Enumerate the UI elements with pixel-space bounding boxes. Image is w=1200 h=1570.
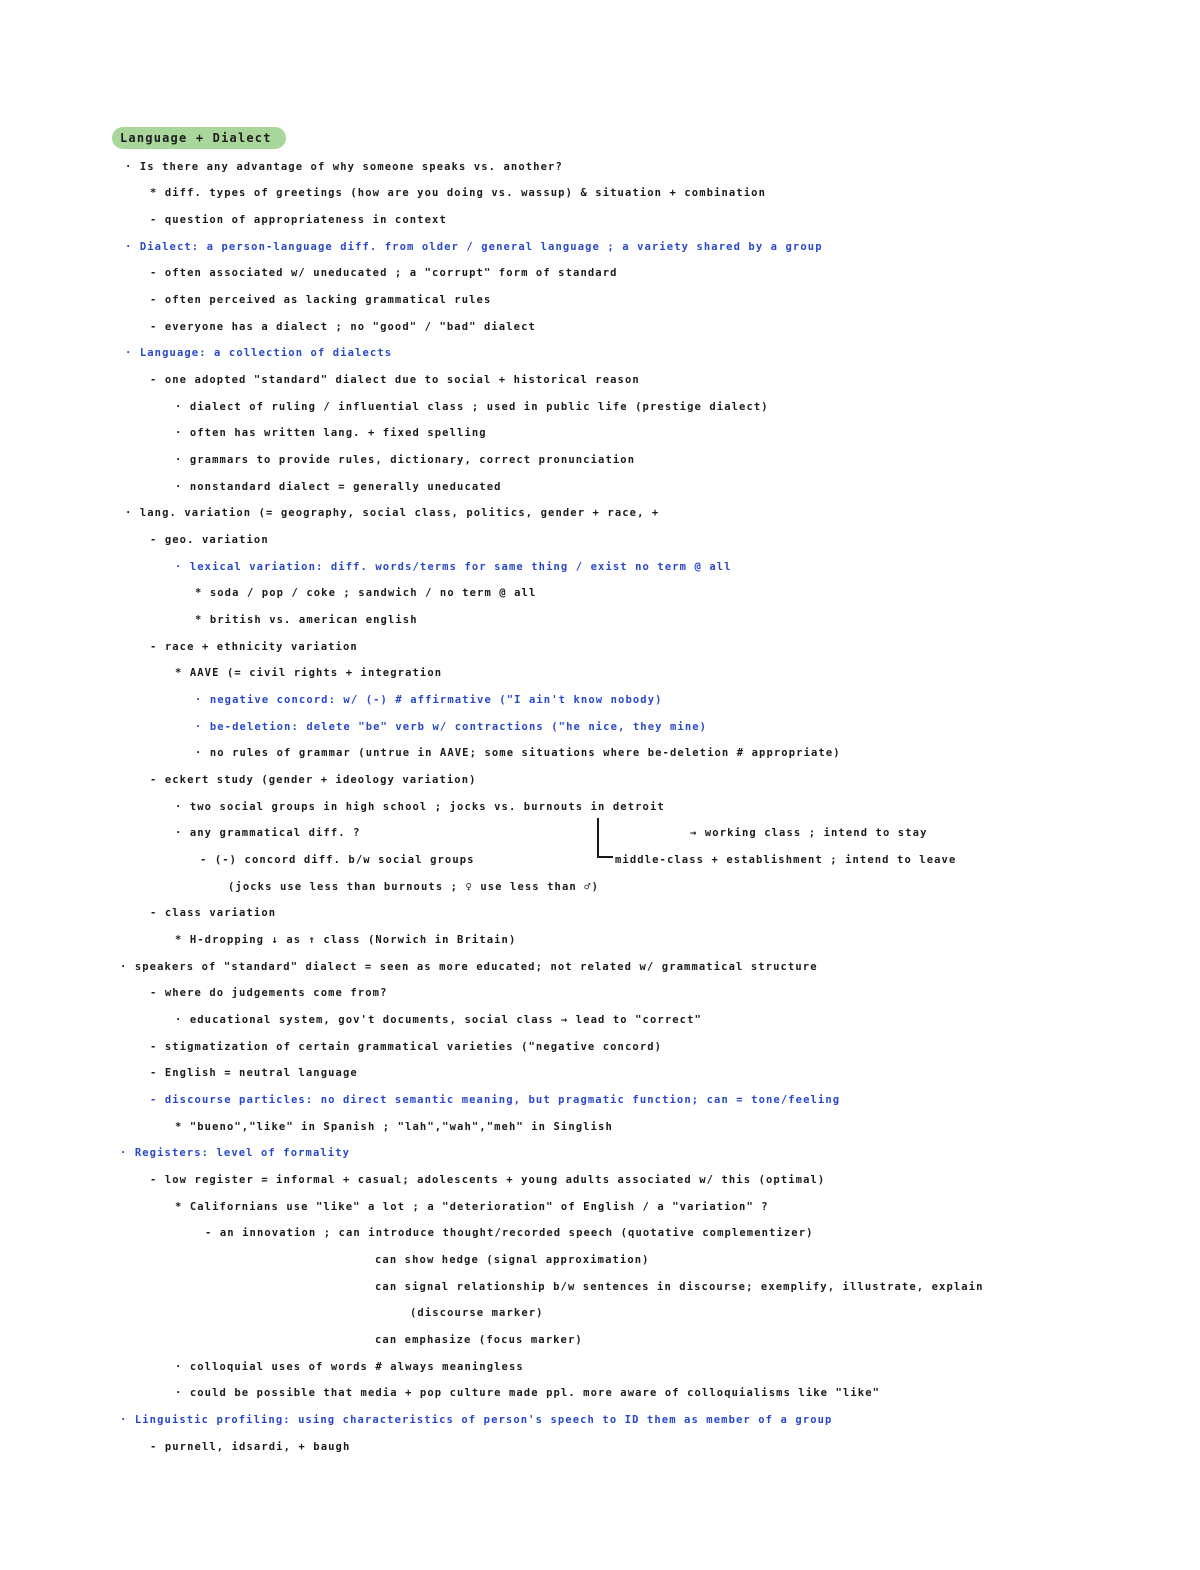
note-line: - English = neutral language — [150, 1067, 358, 1079]
note-line: * diff. types of greetings (how are you doing vs. wassup) & situation + combination — [150, 187, 766, 199]
note-line: · no rules of grammar (untrue in AAVE; some situations where be-deletion # appropriate) — [195, 747, 841, 759]
note-line: * british vs. american english — [195, 614, 418, 626]
note-line: * "bueno","like" in Spanish ; "lah","wah","meh" in Singlish — [175, 1121, 613, 1133]
note-line: - (-) concord diff. b/w social groups — [200, 854, 475, 866]
note-line: · negative concord: w/ (-) # affirmative ("I ain't know nobody) — [195, 694, 663, 706]
note-line: - often associated w/ uneducated ; a "corrupt" form of standard — [150, 267, 618, 279]
note-line: - question of appropriateness in context — [150, 214, 447, 226]
note-line: · dialect of ruling / influential class ; used in public life (prestige dialect) — [175, 401, 769, 413]
note-line: - discourse particles: no direct semantic meaning, but pragmatic function; can = tone/feeling — [150, 1094, 841, 1106]
note-line: * H-dropping ↓ as ↑ class (Norwich in Britain) — [175, 934, 517, 946]
note-line: - where do judgements come from? — [150, 987, 388, 999]
note-line: - purnell, idsardi, + baugh — [150, 1441, 351, 1453]
note-line: * AAVE (= civil rights + integration — [175, 667, 443, 679]
note-line: · Language: a collection of dialects — [125, 347, 393, 359]
note-line: · Linguistic profiling: using characteristics of person's speech to ID them as member of a group — [120, 1414, 833, 1426]
note-line: - race + ethnicity variation — [150, 641, 358, 653]
note-line: - everyone has a dialect ; no "good" / "bad" dialect — [150, 321, 536, 333]
note-line: · two social groups in high school ; jocks vs. burnouts in detroit — [175, 801, 665, 813]
note-line: · could be possible that media + pop culture made ppl. more aware of colloquialisms like "like" — [175, 1387, 881, 1399]
note-line: · any grammatical diff. ? — [175, 827, 361, 839]
note-line: · Registers: level of formality — [120, 1147, 351, 1159]
note-line: · speakers of "standard" dialect = seen as more educated; not related w/ grammatical structure — [120, 961, 818, 973]
note-line: (discourse marker) — [410, 1307, 544, 1319]
note-line: · Dialect: a person-language diff. from older / general language ; a variety shared by a group — [125, 241, 823, 253]
title-highlight — [112, 127, 286, 149]
note-line: · lang. variation (= geography, social class, politics, gender + race, + — [125, 507, 660, 519]
note-line: (jocks use less than burnouts ; ♀ use less than ♂) — [228, 881, 600, 893]
note-line: * Californians use "like" a lot ; a "deterioration" of English / a "variation" ? — [175, 1201, 769, 1213]
note-line: → working class ; intend to stay — [690, 827, 928, 839]
note-line: · be-deletion: delete "be" verb w/ contractions ("he nice, they mine) — [195, 721, 708, 733]
note-line: - stigmatization of certain grammatical varieties ("negative concord) — [150, 1041, 663, 1053]
note-line: - often perceived as lacking grammatical rules — [150, 294, 492, 306]
bracket-arrow-icon — [597, 818, 613, 858]
note-line: can emphasize (focus marker) — [375, 1334, 583, 1346]
note-line: · colloquial uses of words # always meaningless — [175, 1361, 524, 1373]
note-line: · lexical variation: diff. words/terms for same thing / exist no term @ all — [175, 561, 732, 573]
note-line: - class variation — [150, 907, 277, 919]
note-line: - eckert study (gender + ideology variation) — [150, 774, 477, 786]
note-line: · Is there any advantage of why someone speaks vs. another? — [125, 161, 563, 173]
note-line: can show hedge (signal approximation) — [375, 1254, 650, 1266]
note-line: * soda / pop / coke ; sandwich / no term @ all — [195, 587, 537, 599]
note-line: can signal relationship b/w sentences in discourse; exemplify, illustrate, explain — [375, 1281, 984, 1293]
note-line: · educational system, gov't documents, social class → lead to "correct" — [175, 1014, 702, 1026]
note-line: - low register = informal + casual; adolescents + young adults associated w/ this (optimal) — [150, 1174, 826, 1186]
note-line: - geo. variation — [150, 534, 269, 546]
note-line: - one adopted "standard" dialect due to social + historical reason — [150, 374, 640, 386]
note-line: · grammars to provide rules, dictionary, correct pronunciation — [175, 454, 636, 466]
note-line: middle-class + establishment ; intend to leave — [615, 854, 957, 866]
note-line: - an innovation ; can introduce thought/recorded speech (quotative complementizer) — [205, 1227, 814, 1239]
page-title: Language + Dialect — [120, 131, 272, 145]
note-line: · nonstandard dialect = generally uneducated — [175, 481, 502, 493]
note-line: · often has written lang. + fixed spelling — [175, 427, 487, 439]
